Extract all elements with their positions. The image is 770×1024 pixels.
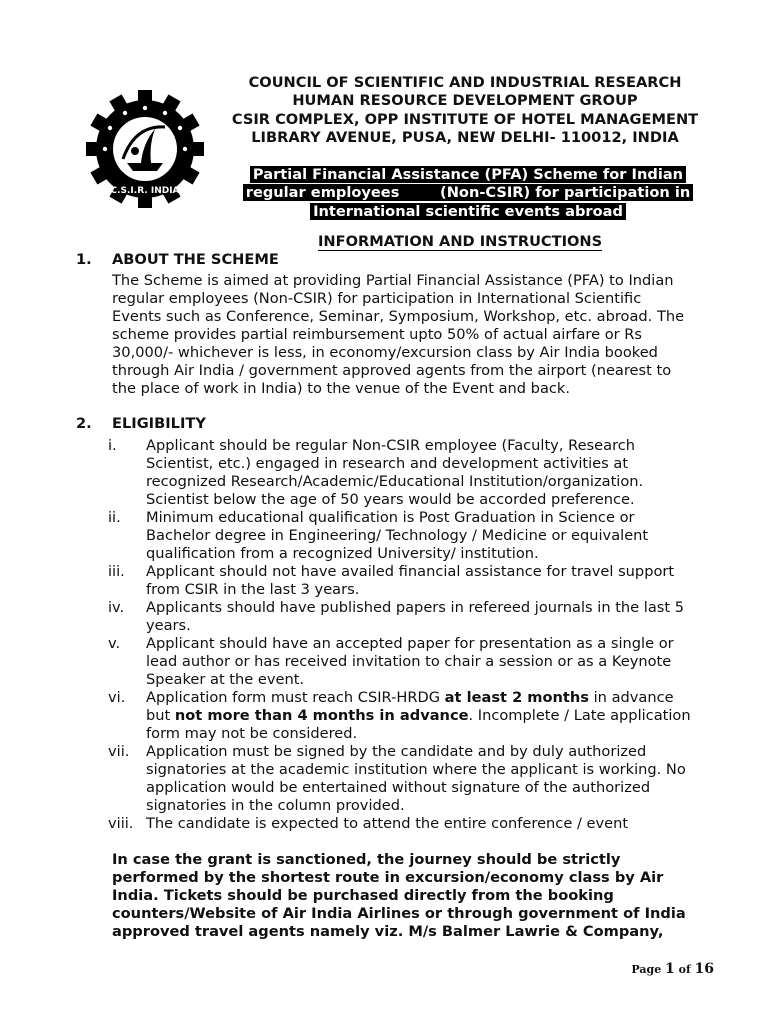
paragraph-line: performed by the shortest route in excursion/economy class by Air bbox=[112, 869, 664, 886]
item-text: Application form must reach CSIR-HRDG bbox=[146, 689, 445, 706]
list-item bbox=[100, 815, 720, 833]
item-text: but bbox=[146, 707, 175, 724]
paragraph-line: The Scheme is aimed at providing Partial Financial Assistance (PFA) to Indian bbox=[112, 272, 674, 289]
section-about-body bbox=[112, 272, 712, 398]
org-line: COUNCIL OF SCIENTIFIC AND INDUSTRIAL RESEARCH bbox=[248, 74, 682, 91]
travel-instructions bbox=[112, 851, 722, 941]
paragraph-line: In case the grant is sanctioned, the journey should be strictly bbox=[112, 851, 621, 868]
item-number: viii. bbox=[108, 815, 134, 832]
org-line: CSIR COMPLEX, OPP INSTITUTE OF HOTEL MANAGEMENT bbox=[231, 110, 699, 128]
item-number: i. bbox=[108, 437, 117, 454]
item-line: Applicant should not have availed financial assistance for travel support bbox=[146, 563, 675, 580]
scheme-title-line: International scientific events abroad bbox=[310, 203, 626, 220]
item-line: Application must be signed by the candidate and by duly authorized bbox=[146, 743, 647, 760]
paragraph-line: Events such as Conference, Seminar, Symposium, Workshop, etc. abroad. The bbox=[112, 308, 685, 325]
item-line: from CSIR in the last 3 years. bbox=[146, 581, 360, 598]
item-line: Scientist below the age of 50 years would be accorded preference. bbox=[146, 491, 635, 508]
organization-header bbox=[222, 74, 708, 148]
section-title: ELIGIBILITY bbox=[112, 415, 206, 432]
item-line: recognized Research/Academic/Educational Institution/organization. bbox=[146, 473, 644, 490]
page-total: 16 bbox=[694, 961, 714, 977]
list-item bbox=[100, 563, 720, 599]
of-word: of bbox=[674, 963, 695, 976]
item-line: qualification from a recognized University/ institution. bbox=[146, 545, 539, 562]
scheme-title-line: Partial Financial Assistance (PFA) Scheme for Indian bbox=[250, 166, 686, 183]
item-number: v. bbox=[108, 635, 121, 652]
item-line: Applicant should have an accepted paper for presentation as a single or bbox=[146, 635, 674, 652]
item-line: application would be entertained without signature of the authorized bbox=[146, 779, 651, 796]
item-line: signatories in the column provided. bbox=[146, 797, 405, 814]
paragraph-line: India. Tickets should be purchased directly from the booking bbox=[112, 887, 614, 904]
org-line: LIBRARY AVENUE, PUSA, NEW DELHI- 110012, INDIA bbox=[251, 129, 679, 147]
item-number: ii. bbox=[108, 509, 121, 526]
item-line: lead author or has received invitation to chair a session or as a Keynote bbox=[146, 653, 672, 670]
page-number bbox=[631, 961, 714, 977]
item-line: Scientist, etc.) engaged in research and development activities at bbox=[146, 455, 629, 472]
scheme-title bbox=[236, 166, 700, 221]
item-number: vi. bbox=[108, 689, 126, 706]
logo-text: C.S.I.R. INDIA bbox=[110, 186, 180, 196]
item-text: . Incomplete / Late application bbox=[468, 707, 691, 724]
paragraph-line: approved travel agents namely viz. M/s Balmer Lawrie & Company, bbox=[112, 923, 664, 940]
paragraph-line: scheme provides partial reimbursement upto 50% of actual airfare or Rs bbox=[112, 326, 643, 343]
info-heading bbox=[318, 233, 602, 251]
list-item bbox=[100, 689, 720, 743]
item-line: Speaker at the event. bbox=[146, 671, 305, 688]
item-line: Bachelor degree in Engineering/ Technology / Medicine or equivalent bbox=[146, 527, 649, 544]
csir-logo-icon bbox=[86, 90, 204, 208]
list-item bbox=[100, 509, 720, 563]
item-line: The candidate is expected to attend the entire conference / event bbox=[146, 815, 629, 832]
list-item bbox=[100, 635, 720, 689]
paragraph-line: through Air India / government approved agents from the airport (nearest to bbox=[112, 362, 672, 379]
item-text: in advance bbox=[588, 689, 674, 706]
item-emphasis: at least 2 months bbox=[444, 689, 589, 706]
paragraph-line: 30,000/- whichever is less, in economy/excursion class by Air India booked bbox=[112, 344, 658, 361]
item-line bbox=[146, 707, 720, 725]
list-item bbox=[100, 599, 720, 635]
paragraph-line: regular employees (Non-CSIR) for participation in International Scientific bbox=[112, 290, 642, 307]
list-item bbox=[100, 743, 720, 815]
section-title: ABOUT THE SCHEME bbox=[112, 251, 279, 268]
paragraph-line: the place of work in India) to the venue of the Event and back. bbox=[112, 380, 571, 397]
item-line bbox=[146, 689, 720, 707]
scheme-title-line: regular employees (Non-CSIR) for participation in bbox=[243, 184, 693, 201]
item-emphasis: not more than 4 months in advance bbox=[174, 707, 469, 724]
item-line: years. bbox=[146, 617, 191, 634]
item-line: Applicant should be regular Non-CSIR employee (Faculty, Research bbox=[146, 437, 636, 454]
item-line: signatories at the academic institution where the applicant is working. No bbox=[146, 761, 686, 778]
csir-logo bbox=[86, 90, 204, 208]
item-number: iv. bbox=[108, 599, 125, 616]
section-number: 2. bbox=[76, 415, 92, 432]
item-number: vii. bbox=[108, 743, 130, 760]
eligibility-list bbox=[100, 437, 720, 833]
page-word: Page bbox=[631, 963, 666, 976]
page-current: 1 bbox=[665, 961, 675, 977]
item-line: Minimum educational qualification is Post Graduation in Science or bbox=[146, 509, 635, 526]
list-item bbox=[100, 437, 720, 509]
section-number: 1. bbox=[76, 251, 92, 268]
item-line: Applicants should have published papers in refereed journals in the last 5 bbox=[146, 599, 685, 616]
paragraph-line: counters/Website of Air India Airlines or through government of India bbox=[112, 905, 686, 922]
item-line: form may not be considered. bbox=[146, 725, 358, 742]
item-number: iii. bbox=[108, 563, 125, 580]
org-line: HUMAN RESOURCE DEVELOPMENT GROUP bbox=[292, 92, 638, 110]
info-heading-text: INFORMATION AND INSTRUCTIONS bbox=[318, 233, 603, 250]
